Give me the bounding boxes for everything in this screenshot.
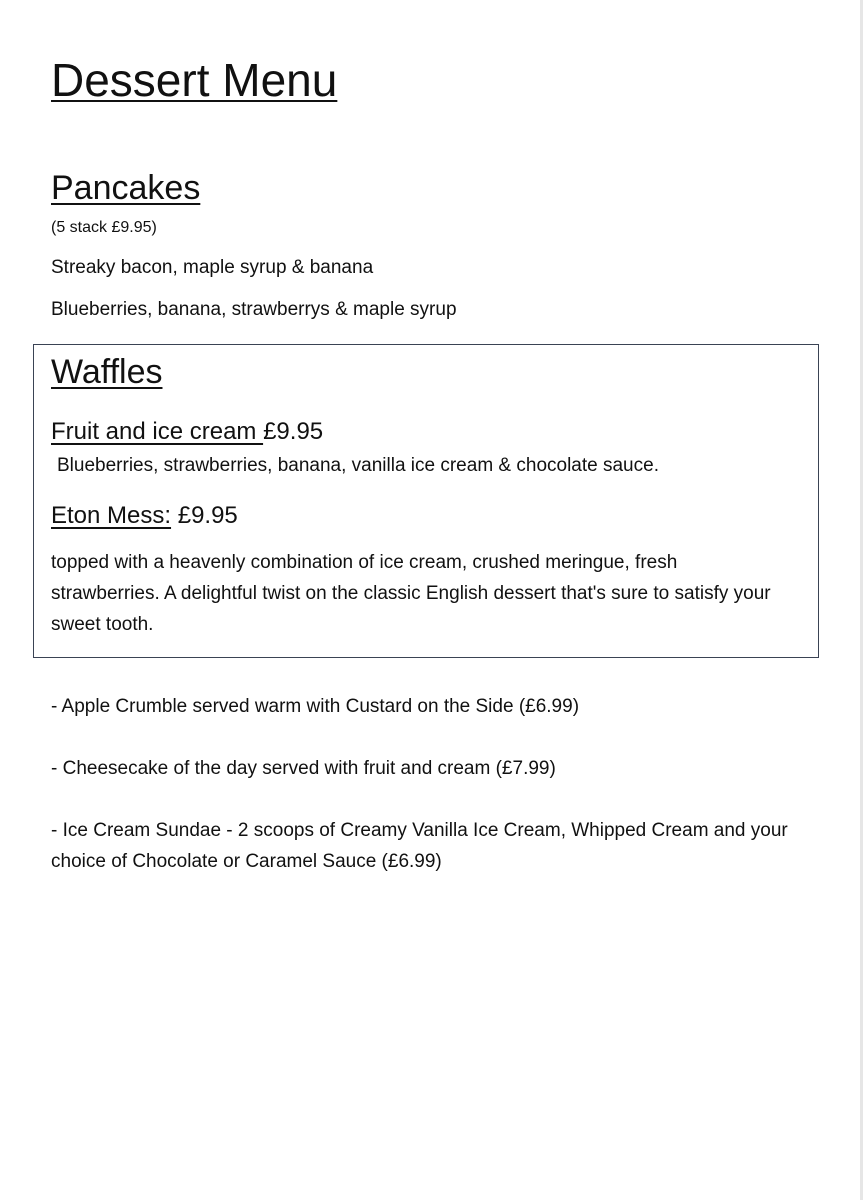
extra-dessert-item: - Ice Cream Sundae - 2 scoops of Creamy Vanilla Ice Cream, Whipped Cream and your choice of Chocolate or Caramel Sauce (£6.99) bbox=[51, 820, 788, 872]
waffle-item-name: Fruit and ice cream bbox=[51, 418, 264, 445]
waffle-item-price: £9.95 bbox=[263, 418, 324, 445]
page-title: Dessert Menu bbox=[51, 54, 338, 106]
waffle-item-price: £9.95 bbox=[171, 502, 238, 529]
extra-dessert-item: - Apple Crumble served warm with Custard on the Side (£6.99) bbox=[51, 696, 580, 717]
pancakes-heading: Pancakes bbox=[51, 169, 201, 207]
waffle-item-description: Blueberries, strawberries, banana, vanilla ice cream & chocolate sauce. bbox=[57, 455, 659, 476]
waffle-item-title bbox=[51, 417, 323, 447]
waffles-heading: Waffles bbox=[51, 353, 163, 391]
pancakes-price-note: (5 stack £9.95) bbox=[51, 219, 157, 236]
pancake-item: Streaky bacon, maple syrup & banana bbox=[51, 257, 374, 278]
extra-dessert-item: - Cheesecake of the day served with fruit and cream (£7.99) bbox=[51, 758, 556, 779]
waffle-item-title bbox=[51, 501, 238, 531]
pancake-item: Blueberries, banana, strawberrys & maple syrup bbox=[51, 299, 457, 320]
waffle-item-name: Eton Mess: bbox=[51, 502, 172, 529]
waffle-item-description: topped with a heavenly combination of ice cream, crushed meringue, fresh strawberries. A delightful twist on the classic English dessert that's sure to satisfy your sweet tooth. bbox=[51, 552, 771, 635]
